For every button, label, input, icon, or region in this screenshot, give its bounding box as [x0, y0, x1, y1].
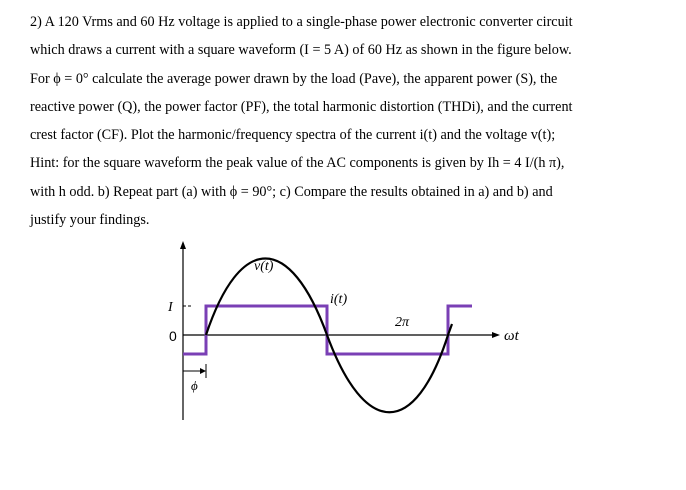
problem-line-3: For ϕ = 0° calculate the average power drawn by the load (Pave), the apparent power (S), the [30, 70, 558, 87]
problem-line-6: Hint: for the square waveform the peak value of the AC components is given by Ih = 4 I/(h π), [30, 155, 565, 172]
problem-line-2: which draws a current with a square waveform (I = 5 A) of 60 Hz as shown in the figure below. [30, 42, 572, 59]
problem-line-4: reactive power (Q), the power factor (PF), the total harmonic distortion (THDi), and the current [30, 98, 573, 115]
waveform-svg [160, 238, 540, 423]
vertical-axis-arrow [180, 241, 186, 249]
current-level-label: I [168, 300, 173, 315]
problem-line-7: with h odd. b) Repeat part (a) with ϕ = 90°; c) Compare the results obtained in a) and b) and [30, 183, 553, 200]
horizontal-axis-arrow [492, 332, 500, 338]
zero-label: 0 [169, 328, 177, 344]
current-waveform [183, 306, 472, 354]
current-label: i(t) [330, 292, 348, 307]
problem-line-1: 2) A 120 Vrms and 60 Hz voltage is applied to a single-phase power electronic converter circuit [30, 14, 573, 30]
two-pi-label: 2π [395, 315, 410, 330]
omega-t-label: ωt [504, 328, 519, 344]
waveform-figure [160, 238, 540, 423]
phi-label: ϕ [191, 378, 198, 393]
phi-marker-arrow [200, 368, 206, 374]
problem-statement [30, 8, 660, 234]
problem-line-8: justify your findings. [30, 212, 150, 229]
problem-line-5: crest factor (CF). Plot the harmonic/frequency spectra of the current i(t) and the voltage v(t); [30, 127, 556, 144]
voltage-label: v(t) [254, 259, 274, 274]
